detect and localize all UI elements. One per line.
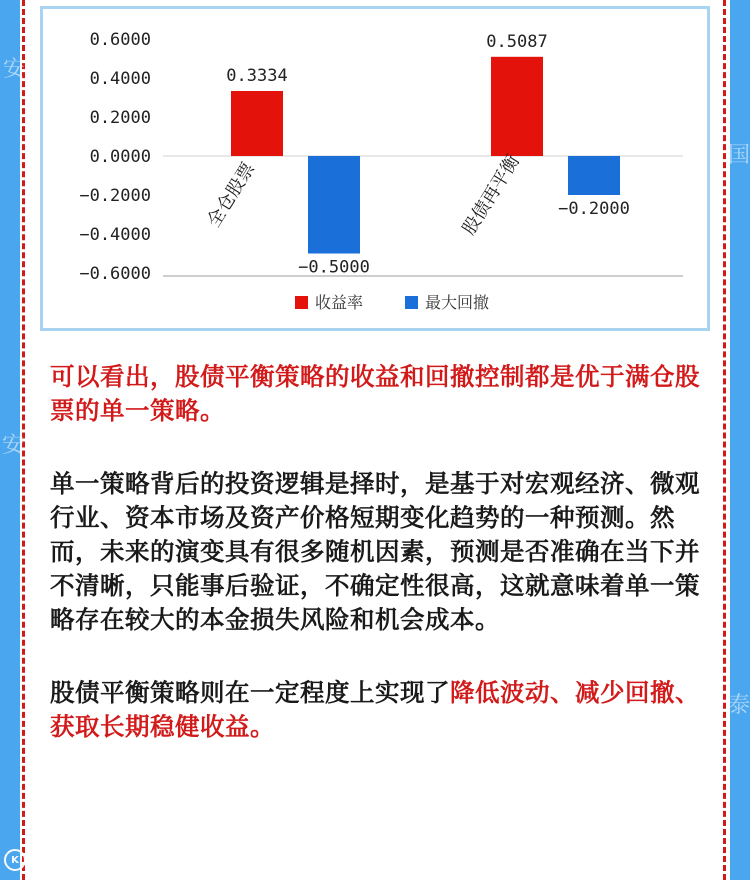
y-tick-label: −0.2000 — [79, 186, 151, 206]
bar-return — [491, 57, 543, 156]
bar-return — [231, 91, 283, 156]
logo-icon: K — [4, 849, 26, 871]
bar-drawdown — [308, 156, 360, 254]
x-category-label: 全仓股票 — [203, 158, 260, 232]
right-dashed-border — [723, 0, 726, 880]
bar-chart — [40, 6, 710, 331]
legend-label: 最大回撤 — [425, 293, 490, 312]
paragraph-1: 单一策略背后的投资逻辑是择时，是基于对宏观经济、微观行业、资本市场及资产价格短期变化趋势的一种预测。然而，未来的演变具有很多随机因素，预测是否准确在当下并不清晰，只能事后验证，不确定性很高，这就意味着单一策略存在较大的本金损失风险和机会成本。 — [50, 469, 700, 634]
brand-logo — [4, 849, 86, 871]
watermark-3: 安证 — [2, 433, 47, 458]
article-body — [50, 360, 710, 783]
legend-label: 收益率 — [315, 293, 364, 312]
y-tick-label: −0.4000 — [79, 225, 151, 245]
watermark-1: 安 — [3, 57, 26, 82]
logo-text: 大鼠跨境 — [30, 853, 86, 869]
chart-canvas — [43, 9, 707, 328]
y-tick-label: 0.0000 — [89, 147, 151, 167]
conclusion-text: 可以看出，股债平衡策略的收益和回撤控制都是优于满仓股票的单一策略。 — [50, 362, 700, 425]
bar-drawdown — [568, 156, 620, 195]
data-label: −0.5000 — [298, 257, 370, 278]
y-tick-label: 0.4000 — [89, 69, 151, 89]
legend-swatch — [405, 296, 418, 309]
paragraph-2-prefix: 股债平衡策略则在一定程度上实现了 — [50, 678, 450, 707]
y-tick-label: −0.6000 — [79, 264, 151, 284]
data-label: 0.3334 — [226, 65, 288, 86]
y-tick-label: 0.6000 — [89, 30, 151, 50]
data-label: −0.2000 — [558, 199, 630, 219]
watermark-2: 国 — [728, 143, 750, 168]
legend-swatch — [295, 296, 308, 309]
watermark-4: 泰 — [728, 693, 750, 718]
paragraph-2-highlight: 降低波动、减少回撤、获取长期稳健收益。 — [50, 678, 700, 741]
y-tick-label: 0.2000 — [89, 108, 151, 128]
data-label: 0.5087 — [486, 31, 548, 52]
paragraph-2 — [50, 676, 710, 744]
x-category-label: 股债再平衡 — [458, 151, 525, 239]
